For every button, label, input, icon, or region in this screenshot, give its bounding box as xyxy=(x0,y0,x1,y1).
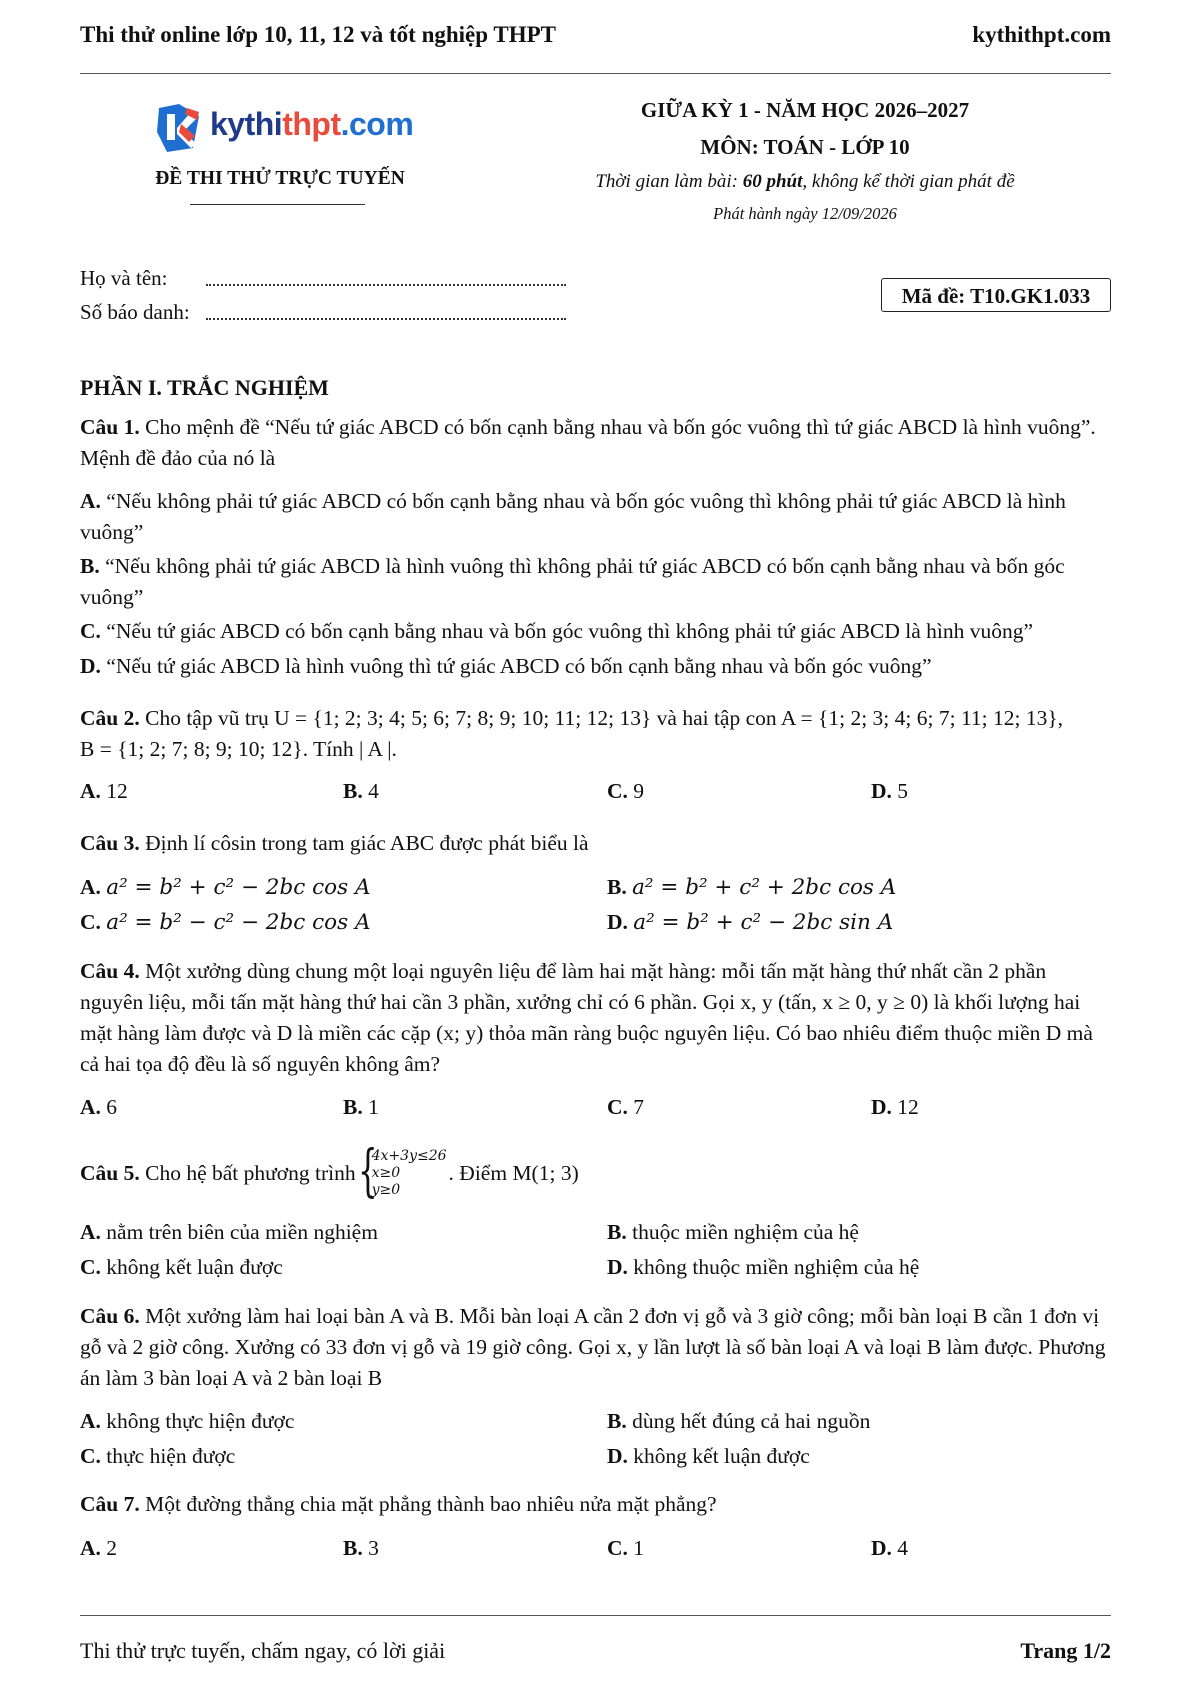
option-text: 12 xyxy=(106,779,128,803)
section-title: PHẦN I. TRẮC NGHIỆM xyxy=(80,375,329,400)
option-label: D. xyxy=(871,779,892,803)
q7-option-d[interactable] xyxy=(871,1533,908,1564)
duration-suffix: , không kể thời gian phát đề xyxy=(802,171,1015,192)
option-label: C. xyxy=(607,1095,628,1119)
question-text: Một xưởng làm hai loại bàn A và B. Mỗi bàn loại A cần 2 đơn vị gỗ và 3 giờ công; mỗi bàn loại B cần 1 đơn vị gỗ và 2 giờ công. Xưởng có 33 đơn vị gỗ và 19 giờ công. Gọi x, y lần lượt là số bàn loại A và loại B làm được. Phương án làm 3 bàn loại A và 2 bàn loại B xyxy=(80,1304,1106,1390)
exam-type-underline xyxy=(190,204,365,205)
exam-title: GIỮA KỲ 1 - NĂM HỌC 2026–2027 xyxy=(640,98,970,122)
option-text: thuộc miền nghiệm của hệ xyxy=(632,1220,859,1244)
option-formula: a² = b² + c² + 2bc cos A xyxy=(632,875,897,900)
question-7 xyxy=(80,1489,1111,1520)
option-text: không kết luận được xyxy=(106,1255,283,1279)
exam-subject: MÔN: TOÁN - LỚP 10 xyxy=(700,135,910,159)
question-text: Một xưởng dùng chung một loại nguyên liệu để làm hai mặt hàng: mỗi tấn mặt hàng thứ nhất cần 2 phần nguyên liệu, mỗi tấn mặt hàng thứ hai cần 3 phần, xưởng chỉ có 6 phần. Gọi x, y (tấn, x ≥ 0, y ≥ 0) là khối lượng hai mặt hàng làm được và D là miền các cặp (x; y) thỏa mãn ràng buộc nguyên liệu. Có bao nhiêu điểm thuộc miền D mà cả hai tọa độ đều là số nguyên không âm? xyxy=(80,959,1093,1076)
duration-prefix: Thời gian làm bài: xyxy=(595,171,743,192)
question-label: Câu 7. xyxy=(80,1492,140,1516)
option-formula: a² = b² + c² − 2bc cos A xyxy=(106,875,371,900)
footer-tagline: Thi thử trực tuyến, chấm ngay, có lời giải xyxy=(80,1638,446,1663)
option-label: B. xyxy=(80,554,100,578)
q3-option-d[interactable] xyxy=(607,907,893,938)
option-label: C. xyxy=(80,910,101,934)
option-label: A. xyxy=(80,1536,101,1560)
logo-text-kythi: kythi xyxy=(210,106,283,142)
question-text: Một đường thẳng chia mặt phẳng thành bao nhiêu nửa mặt phẳng? xyxy=(145,1492,717,1516)
inequality-line: x≥0 xyxy=(371,1164,401,1181)
duration-value: 60 phút xyxy=(742,171,803,192)
q1-option-b[interactable] xyxy=(80,551,1111,613)
option-text: 9 xyxy=(633,779,645,803)
option-text: “Nếu tứ giác ABCD có bốn cạnh bằng nhau và bốn góc vuông thì không phải tứ giác ABCD là hình vuông” xyxy=(106,619,1034,643)
question-text: . Điểm M(1; 3) xyxy=(448,1160,579,1185)
option-label: A. xyxy=(80,875,101,899)
q1-option-a[interactable] xyxy=(80,486,1111,548)
site-logo xyxy=(153,102,414,154)
inequality-line: 4x+3y≤26 xyxy=(371,1147,447,1164)
logo-k-icon xyxy=(153,102,205,154)
question-5 xyxy=(80,1140,1111,1206)
option-text: thực hiện được xyxy=(106,1444,236,1468)
footer-divider xyxy=(80,1615,1111,1616)
logo-text-com: .com xyxy=(340,106,414,142)
exam-code-box: Mã đề: T10.GK1.033 xyxy=(881,278,1111,312)
question-text: Định lí côsin trong tam giác ABC được phát biểu là xyxy=(145,831,589,855)
q6-option-a[interactable] xyxy=(80,1406,294,1437)
q4-option-d[interactable] xyxy=(871,1092,919,1123)
header-divider xyxy=(80,73,1111,74)
exam-issued-date: Phát hành ngày 12/09/2026 xyxy=(713,204,897,223)
option-text: 6 xyxy=(106,1095,118,1119)
q5-option-a[interactable] xyxy=(80,1217,378,1248)
exam-duration xyxy=(520,171,1090,193)
option-text: “Nếu không phải tứ giác ABCD là hình vuông thì không phải tứ giác ABCD có bốn cạnh bằng nhau và bốn góc vuông” xyxy=(80,554,1065,609)
option-label: C. xyxy=(607,1536,628,1560)
question-label: Câu 6. xyxy=(80,1304,140,1328)
q3-option-b[interactable] xyxy=(607,872,896,903)
option-label: D. xyxy=(80,654,101,678)
option-text: 2 xyxy=(106,1536,118,1560)
site-domain[interactable]: kythithpt.com xyxy=(972,22,1111,47)
q7-option-c[interactable] xyxy=(607,1533,644,1564)
option-label: D. xyxy=(871,1536,892,1560)
inequality-line: y≥0 xyxy=(371,1181,401,1198)
option-text: dùng hết đúng cả hai nguồn xyxy=(632,1409,871,1433)
option-text: “Nếu không phải tứ giác ABCD có bốn cạnh bằng nhau và bốn góc vuông thì không phải tứ giác ABCD là hình vuông” xyxy=(80,489,1066,544)
option-text: 3 xyxy=(368,1536,379,1560)
option-label: B. xyxy=(607,875,627,899)
question-text: Cho hệ bất phương trình xyxy=(145,1160,356,1185)
option-text: không thuộc miền nghiệm của hệ xyxy=(633,1255,920,1279)
option-text: 12 xyxy=(897,1095,919,1119)
student-id-label: Số báo danh: xyxy=(80,300,190,324)
student-id-field[interactable] xyxy=(206,318,566,320)
question-6 xyxy=(80,1301,1111,1394)
option-label: A. xyxy=(80,779,101,803)
site-tagline: Thi thử online lớp 10, 11, 12 và tốt nghiệp THPT xyxy=(80,22,556,47)
q5-option-d[interactable] xyxy=(607,1252,919,1283)
question-label: Câu 5. xyxy=(80,1160,140,1185)
q7-option-a[interactable] xyxy=(80,1533,117,1564)
q3-option-c[interactable] xyxy=(80,907,371,938)
option-label: C. xyxy=(80,1444,101,1468)
option-text: 5 xyxy=(897,779,909,803)
option-text: 4 xyxy=(897,1536,909,1560)
question-1 xyxy=(80,412,1111,474)
exam-type: ĐỀ THI THỬ TRỰC TUYẾN xyxy=(155,168,405,189)
q2-option-b[interactable] xyxy=(343,776,379,807)
q6-option-d[interactable] xyxy=(607,1441,810,1472)
option-label: B. xyxy=(343,1536,363,1560)
option-text: 4 xyxy=(368,779,379,803)
question-label: Câu 1. xyxy=(80,415,140,439)
option-label: A. xyxy=(80,1095,101,1119)
q7-option-b[interactable] xyxy=(343,1533,379,1564)
question-4 xyxy=(80,956,1111,1080)
option-label: C. xyxy=(80,619,101,643)
q6-option-b[interactable] xyxy=(607,1406,870,1437)
question-label: Câu 2. xyxy=(80,706,140,730)
option-label: D. xyxy=(607,1444,628,1468)
option-text: 7 xyxy=(633,1095,645,1119)
option-label: B. xyxy=(343,779,363,803)
question-text: B = {1; 2; 7; 8; 9; 10; 12}. Tính | A |. xyxy=(80,737,397,761)
q2-option-a[interactable] xyxy=(80,776,128,807)
option-text: không kết luận được xyxy=(633,1444,810,1468)
question-2 xyxy=(80,703,1111,765)
inequality-system: { 4x+3y≤26 x≥0 y≥0 xyxy=(357,1138,447,1204)
option-label: A. xyxy=(80,1409,101,1433)
q2-option-d[interactable] xyxy=(871,776,908,807)
q1-option-c[interactable] xyxy=(80,616,1111,647)
option-text: nằm trên biên của miền nghiệm xyxy=(106,1220,378,1244)
option-label: B. xyxy=(607,1409,627,1433)
q3-option-a[interactable] xyxy=(80,872,371,903)
option-label: A. xyxy=(80,489,101,513)
question-label: Câu 3. xyxy=(80,831,140,855)
option-label: D. xyxy=(607,910,628,934)
option-text: 1 xyxy=(633,1536,645,1560)
question-text: Cho tập vũ trụ U = {1; 2; 3; 4; 5; 6; 7; 8; 9; 10; 11; 12; 13} và hai tập con A = {1; 2; 3; 4; 6; 7; 11; 12; 13}, xyxy=(145,706,1064,730)
name-field[interactable] xyxy=(206,284,566,286)
question-label: Câu 4. xyxy=(80,959,140,983)
option-label: A. xyxy=(80,1220,101,1244)
page-number: Trang 1/2 xyxy=(1020,1638,1111,1663)
q5-option-c[interactable] xyxy=(80,1252,283,1283)
q4-option-b[interactable] xyxy=(343,1092,379,1123)
q4-option-a[interactable] xyxy=(80,1092,117,1123)
q5-option-b[interactable] xyxy=(607,1217,859,1248)
name-label: Họ và tên: xyxy=(80,266,168,290)
q4-option-c[interactable] xyxy=(607,1092,644,1123)
option-label: C. xyxy=(80,1255,101,1279)
option-formula: a² = b² − c² − 2bc cos A xyxy=(106,910,371,935)
q1-option-d[interactable] xyxy=(80,651,1111,682)
q6-option-c[interactable] xyxy=(80,1441,235,1472)
option-formula: a² = b² + c² − 2bc sin A xyxy=(633,910,894,935)
option-text: không thực hiện được xyxy=(106,1409,295,1433)
option-label: C. xyxy=(607,779,628,803)
option-label: B. xyxy=(607,1220,627,1244)
option-label: D. xyxy=(871,1095,892,1119)
option-text: “Nếu tứ giác ABCD là hình vuông thì tứ giác ABCD có bốn cạnh bằng nhau và bốn góc vuông” xyxy=(106,654,932,678)
logo-text-thpt: thpt xyxy=(282,106,341,142)
option-label: D. xyxy=(607,1255,628,1279)
question-3 xyxy=(80,828,1111,859)
option-label: B. xyxy=(343,1095,363,1119)
question-text: Cho mệnh đề “Nếu tứ giác ABCD có bốn cạnh bằng nhau và bốn góc vuông thì tứ giác ABCD là hình vuông”. Mệnh đề đảo của nó là xyxy=(80,415,1096,470)
option-text: 1 xyxy=(368,1095,379,1119)
q2-option-c[interactable] xyxy=(607,776,644,807)
